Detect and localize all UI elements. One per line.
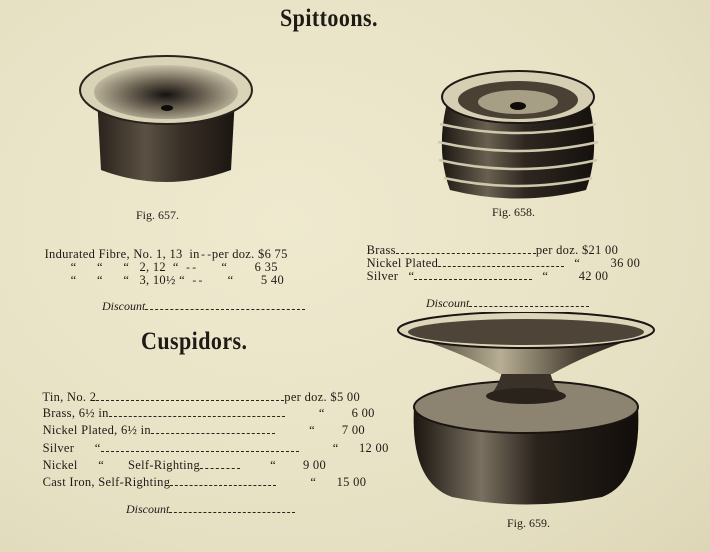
- fig-657-label: Fig. 657.: [136, 208, 180, 222]
- list-item: Nickel Plated, 6½ in “ 7 00: [42, 423, 365, 437]
- list-item: Cast Iron, Self-Righting “ 15 00: [42, 475, 367, 489]
- list-item: Brass per doz. $21 00: [366, 243, 619, 257]
- cuspidors-title: Cuspidors.: [141, 328, 248, 355]
- spittoon-fibre-illustration: [75, 42, 255, 192]
- discount-label: Discount: [408, 281, 589, 326]
- list-item: “ “ “ 3, 10½ “ -- “ 5 40: [70, 273, 284, 288]
- list-item: Nickel “ Self-Righting “ 9 00: [42, 458, 327, 472]
- list-item: Indurated Fibre, No. 1, 13 in--per doz. $6 75: [44, 247, 288, 262]
- list-item: Tin, No. 2 per doz. $5 00: [42, 390, 361, 404]
- discount-label: Discount: [108, 487, 295, 532]
- list-item: Brass, 6½ in “ 6 00: [42, 406, 375, 420]
- list-item: “ “ “ 2, 12 “ -- “ 6 35: [70, 260, 278, 275]
- discount-label: Discount: [84, 284, 305, 329]
- list-item: Silver “ “ 42 00: [366, 269, 609, 283]
- fig-658-label: Fig. 658.: [492, 205, 536, 219]
- list-item: Nickel Plated “ 36 00: [366, 256, 641, 270]
- fig-659-label: Fig. 659.: [507, 516, 551, 530]
- cuspidor-illustration: [392, 312, 662, 512]
- spittoon-brass-illustration: [428, 62, 608, 202]
- spittoons-title: Spittoons.: [280, 5, 378, 32]
- list-item: Silver “ “ 12 00: [42, 441, 389, 455]
